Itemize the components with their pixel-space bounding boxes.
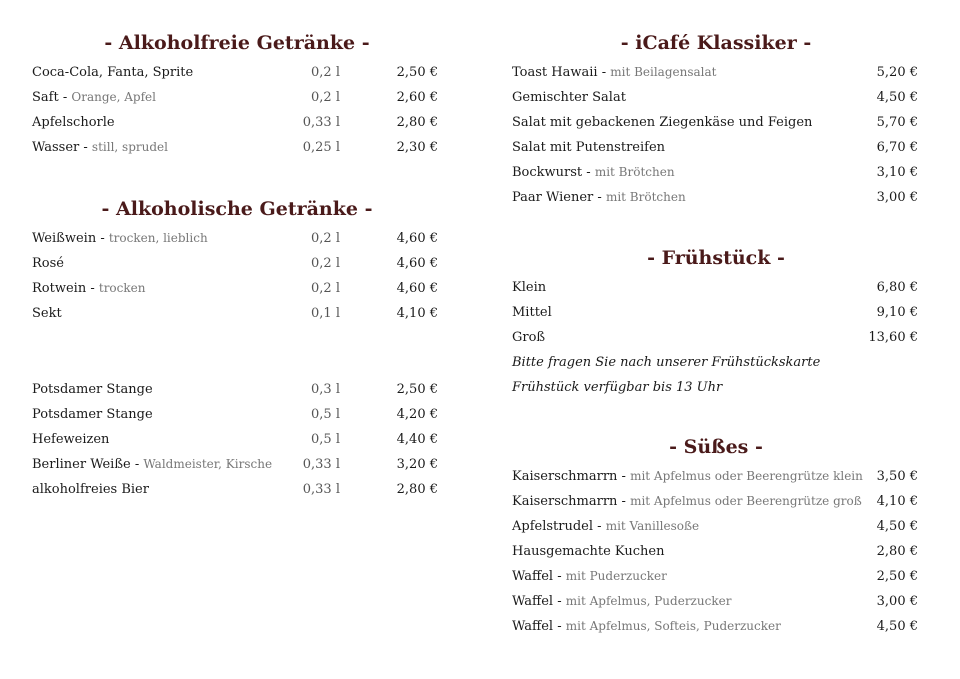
item-name-group <box>512 135 665 160</box>
menu-item-row <box>32 377 442 402</box>
menu-list <box>32 60 442 160</box>
item-name-group <box>32 402 153 427</box>
menu-item-row <box>512 489 920 514</box>
item-description: mit Brötchen <box>605 190 686 204</box>
item-price: 2,60 € <box>396 90 438 105</box>
item-volume: 0,33 l <box>302 457 340 472</box>
menu-item-row <box>32 251 442 276</box>
menu-item-row <box>32 402 442 427</box>
menu-item-row <box>512 564 920 589</box>
item-price: 6,80 € <box>876 280 918 295</box>
item-separator: - <box>597 65 611 80</box>
item-name: Berliner Weiße <box>32 457 131 472</box>
menu-item-row <box>512 464 920 489</box>
item-price: 4,60 € <box>396 256 438 271</box>
item-volume: 0,2 l <box>311 90 340 105</box>
item-separator: - <box>86 281 99 296</box>
breakfast-hours-note: Frühstück verfügbar bis 13 Uhr <box>512 380 723 395</box>
item-name: Apfelschorle <box>32 115 115 130</box>
item-price: 5,20 € <box>876 65 918 80</box>
item-name-group <box>32 85 156 110</box>
item-name-group <box>512 514 699 539</box>
item-name: Sekt <box>32 306 62 321</box>
item-description: mit Brötchen <box>594 165 675 179</box>
item-description: trocken <box>98 281 146 295</box>
item-price: 3,00 € <box>876 190 918 205</box>
section-suesses <box>512 434 920 639</box>
item-separator: - <box>593 519 606 534</box>
item-name-group <box>32 301 62 326</box>
item-name: Bockwurst <box>512 165 583 180</box>
menu-item-row <box>32 301 442 326</box>
item-description: still, sprudel <box>91 140 168 154</box>
menu-item-row <box>32 452 442 477</box>
menu-list <box>512 464 920 639</box>
item-name-group <box>512 275 546 300</box>
section-title: - Alkoholfreie Getränke - <box>104 32 370 54</box>
item-price: 4,20 € <box>396 407 438 422</box>
menu-item-row <box>512 300 920 325</box>
menu-list <box>32 226 442 326</box>
item-name: Coca-Cola, Fanta, Sprite <box>32 65 194 80</box>
item-name-group <box>32 226 208 251</box>
item-price: 2,50 € <box>396 65 438 80</box>
item-price: 2,80 € <box>396 115 438 130</box>
item-name: Rotwein <box>32 281 87 296</box>
item-price: 4,40 € <box>396 432 438 447</box>
item-separator: - <box>553 619 566 634</box>
item-name-group <box>512 85 626 110</box>
item-volume: 0,33 l <box>302 482 340 497</box>
menu-item-row <box>512 514 920 539</box>
menu-item-row <box>512 135 920 160</box>
item-name: Weißwein <box>32 231 97 246</box>
menu-item-row <box>32 135 442 160</box>
item-price: 13,60 € <box>868 330 918 345</box>
item-name: Rosé <box>32 256 64 271</box>
item-name-group <box>32 427 109 452</box>
item-name-group <box>32 477 149 502</box>
item-name-group <box>32 452 272 477</box>
item-volume: 0,5 l <box>311 407 340 422</box>
item-separator: - <box>553 594 566 609</box>
item-name: Waffel <box>512 619 554 634</box>
item-name: alkoholfreies Bier <box>32 482 149 497</box>
item-name: Hausgemachte Kuchen <box>512 544 665 559</box>
item-price: 2,50 € <box>396 382 438 397</box>
item-name: Saft <box>32 90 59 105</box>
item-name-group <box>512 489 862 514</box>
item-price: 4,60 € <box>396 231 438 246</box>
item-name-group <box>512 564 667 589</box>
menu-item-row <box>32 477 442 502</box>
menu-item-row <box>512 275 920 300</box>
item-name: Klein <box>512 280 547 295</box>
menu-list <box>512 60 920 210</box>
item-price: 2,80 € <box>876 544 918 559</box>
item-name: Groß <box>512 330 546 345</box>
item-name: Kaiserschmarrn <box>512 494 618 509</box>
item-price: 3,50 € <box>876 469 918 484</box>
menu-item-row <box>32 60 442 85</box>
item-description: mit Vanillesoße <box>605 519 700 533</box>
item-price: 2,30 € <box>396 140 438 155</box>
menu-item-row <box>32 110 442 135</box>
item-name-group <box>32 110 115 135</box>
item-name-group <box>512 60 716 85</box>
menu-item-row <box>32 226 442 251</box>
item-name: Salat mit gebackenen Ziegenkäse und Feigen <box>512 115 813 130</box>
menu-item-row <box>512 614 920 639</box>
item-separator: - <box>617 494 631 509</box>
item-volume: 0,2 l <box>311 231 340 246</box>
menu-item-row <box>32 85 442 110</box>
item-separator: - <box>58 90 72 105</box>
item-description: Waldmeister, Kirsche <box>143 457 273 471</box>
item-volume: 0,2 l <box>311 256 340 271</box>
item-price: 3,00 € <box>876 594 918 609</box>
item-description: mit Beilagensalat <box>610 65 717 79</box>
item-separator: - <box>96 231 109 246</box>
item-price: 4,10 € <box>396 306 438 321</box>
item-name: Hefeweizen <box>32 432 110 447</box>
breakfast-note: Bitte fragen Sie nach unserer Frühstückskarte <box>512 355 821 370</box>
section-title: - Süßes - <box>669 436 763 458</box>
item-price: 3,10 € <box>876 165 918 180</box>
item-separator: - <box>79 140 92 155</box>
item-description: mit Puderzucker <box>565 569 667 583</box>
item-name: Paar Wiener <box>512 190 594 205</box>
item-name-group <box>512 325 545 350</box>
item-name-group <box>512 589 731 614</box>
item-description: mit Apfelmus oder Beerengrütze groß <box>630 494 862 508</box>
menu-item-row <box>512 60 920 85</box>
section-bier <box>32 377 442 502</box>
menu-item-row <box>512 589 920 614</box>
item-name-group <box>512 539 664 564</box>
item-volume: 0,1 l <box>311 306 340 321</box>
menu-item-row <box>512 110 920 135</box>
item-volume: 0,25 l <box>302 140 340 155</box>
item-name: Waffel <box>512 569 554 584</box>
section-fruehstueck <box>512 245 920 400</box>
item-name-group <box>32 135 168 160</box>
item-price: 4,50 € <box>876 519 918 534</box>
item-separator: - <box>553 569 566 584</box>
item-name-group <box>512 614 781 639</box>
menu-list <box>512 275 920 350</box>
item-price: 4,50 € <box>876 619 918 634</box>
section-alkoholische-getraenke <box>32 196 442 326</box>
item-name: Salat mit Putenstreifen <box>512 140 666 155</box>
item-separator: - <box>617 469 631 484</box>
section-title: - iCafé Klassiker - <box>620 32 812 54</box>
item-name: Mittel <box>512 305 552 320</box>
item-volume: 0,5 l <box>311 432 340 447</box>
section-cafe-klassiker <box>512 30 920 210</box>
item-name: Potsdamer Stange <box>32 407 153 422</box>
menu-item-row <box>32 276 442 301</box>
item-description: mit Apfelmus oder Beerengrütze klein <box>630 469 863 483</box>
menu-item-row <box>512 325 920 350</box>
item-name: Gemischter Salat <box>512 90 626 105</box>
item-separator: - <box>582 165 595 180</box>
menu-item-row <box>512 160 920 185</box>
item-price: 3,20 € <box>396 457 438 472</box>
item-price: 6,70 € <box>876 140 918 155</box>
item-name: Apfelstrudel <box>512 519 594 534</box>
item-price: 9,10 € <box>876 305 918 320</box>
item-name-group <box>32 60 193 85</box>
item-description: mit Apfelmus, Puderzucker <box>565 594 732 608</box>
item-description: trocken, lieblich <box>108 231 208 245</box>
item-separator: - <box>130 457 144 472</box>
item-price: 5,70 € <box>876 115 918 130</box>
item-price: 4,50 € <box>876 90 918 105</box>
item-price: 4,60 € <box>396 281 438 296</box>
item-volume: 0,33 l <box>302 115 340 130</box>
item-name: Kaiserschmarrn <box>512 469 618 484</box>
item-name-group <box>512 160 675 185</box>
item-separator: - <box>593 190 606 205</box>
item-description: Orange, Apfel <box>71 90 156 104</box>
item-name-group <box>32 251 64 276</box>
item-name: Wasser <box>32 140 80 155</box>
section-title: - Frühstück - <box>647 247 785 269</box>
item-volume: 0,2 l <box>311 281 340 296</box>
item-name-group <box>32 276 145 301</box>
menu-item-row <box>32 427 442 452</box>
item-name-group <box>512 185 686 210</box>
menu-list <box>32 377 442 502</box>
item-name: Waffel <box>512 594 554 609</box>
section-title: - Alkoholische Getränke - <box>101 198 373 220</box>
item-name-group <box>512 464 863 489</box>
item-description: mit Apfelmus, Softeis, Puderzucker <box>565 619 781 633</box>
menu-item-row <box>512 539 920 564</box>
item-volume: 0,3 l <box>311 382 340 397</box>
item-price: 4,10 € <box>876 494 918 509</box>
item-name-group <box>32 377 153 402</box>
item-name-group <box>512 300 552 325</box>
item-volume: 0,2 l <box>311 65 340 80</box>
item-price: 2,50 € <box>876 569 918 584</box>
section-alkoholfreie-getraenke <box>32 30 442 160</box>
item-name-group <box>512 110 812 135</box>
item-name: Toast Hawaii <box>512 65 598 80</box>
item-price: 2,80 € <box>396 482 438 497</box>
item-name: Potsdamer Stange <box>32 382 153 397</box>
menu-item-row <box>512 185 920 210</box>
menu-item-row <box>512 85 920 110</box>
